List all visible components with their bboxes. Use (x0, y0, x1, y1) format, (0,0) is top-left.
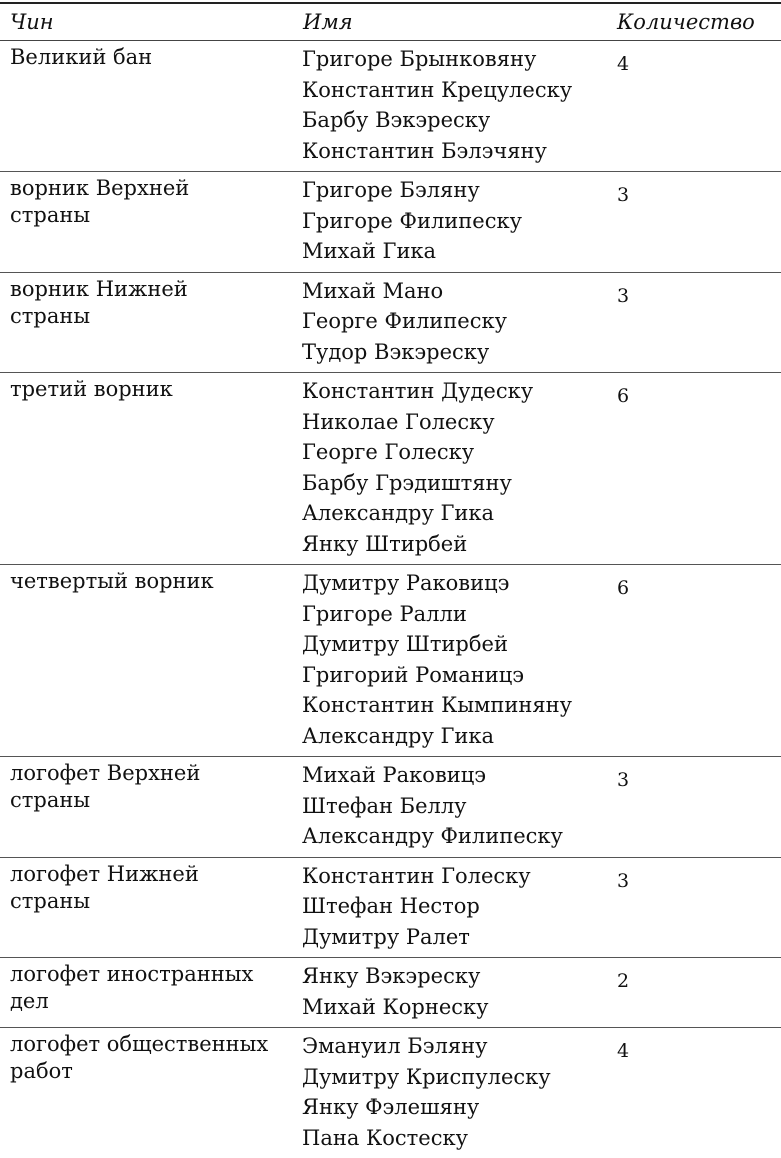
person-name: Александру Гика (302, 501, 495, 525)
person-name: Янку Штирбей (302, 531, 468, 556)
rank-cell: ворник Верхней страны (10, 176, 190, 227)
person-name: Михай Раковицэ (302, 763, 487, 787)
rank-cell: третий ворник (10, 377, 173, 401)
person-name: Янку Вэкэреску (302, 964, 481, 988)
person-name: Григоре Филипеску (302, 208, 522, 233)
person-name: Николае Голеску (302, 409, 495, 434)
person-name: Георге Филипеску (302, 309, 507, 333)
names-cell (302, 276, 781, 368)
person-name: Константин Кымпиняну (302, 693, 572, 717)
table-body (0, 41, 781, 1158)
person-name: Григоре Бэляну (302, 178, 480, 202)
count-cell: 6 (617, 385, 630, 407)
rank-cell: логофет Нижней страны (10, 861, 199, 913)
person-name: Думитру Штирбей (302, 632, 508, 656)
count-cell: 4 (617, 1040, 630, 1062)
person-name: Константин Крецулеску (302, 77, 573, 102)
person-name: Константин Бэлэчяну (302, 138, 547, 163)
names-cell (302, 961, 781, 1022)
header-count: Количество (617, 10, 755, 34)
person-name: Григоре Ралли (302, 601, 467, 626)
table-row (0, 172, 781, 273)
person-name: Эмануил Бэляну (302, 1034, 488, 1058)
rank-cell: четвертый ворник (10, 569, 214, 593)
table-row (0, 273, 781, 374)
person-name: Штефан Нестор (302, 894, 480, 918)
table-row (0, 565, 781, 757)
person-name: Константин Голеску (302, 863, 531, 888)
names-cell (302, 861, 781, 953)
person-name: Штефан Беллу (302, 793, 467, 818)
header-rank: Чин (10, 10, 54, 34)
count-cell: 6 (617, 577, 630, 599)
header-name: Имя (303, 10, 353, 34)
table-row (0, 41, 781, 172)
person-name: Думитру Раковицэ (302, 571, 510, 595)
names-cell (302, 568, 781, 751)
names-cell (302, 760, 781, 852)
names-cell (302, 376, 781, 559)
count-cell: 3 (617, 769, 630, 791)
count-cell: 2 (617, 970, 630, 992)
names-cell (302, 44, 781, 166)
person-name: Григоре Брынковяну (302, 47, 537, 71)
person-name: Михай Мано (302, 278, 444, 303)
rank-cell: ворник Нижней страны (10, 276, 188, 328)
person-name: Григорий Романицэ (302, 662, 524, 687)
person-name: Георге Голеску (302, 440, 475, 464)
table-header (0, 4, 781, 41)
table-row (0, 958, 781, 1028)
count-cell: 3 (617, 184, 630, 206)
person-name: Думитру Ралет (302, 924, 470, 949)
table-row (0, 1028, 781, 1158)
person-name: Михай Гика (302, 239, 437, 263)
names-cell (302, 1031, 781, 1153)
rank-cell: логофет иностранных дел (10, 962, 254, 1013)
rank-cell: логофет Верхней страны (10, 761, 201, 812)
count-cell: 4 (617, 53, 630, 75)
count-cell: 3 (617, 284, 630, 307)
person-name: Барбу Вэкэреску (302, 108, 491, 132)
rank-cell: Великий бан (10, 45, 153, 69)
person-name: Пана Костеску (302, 1125, 468, 1150)
person-name: Барбу Грэдиштяну (302, 470, 512, 495)
table-row (0, 373, 781, 565)
person-name: Михай Корнеску (302, 994, 489, 1019)
rank-cell: логофет общественных работ (10, 1032, 269, 1083)
count-cell: 3 (617, 869, 630, 892)
table-row (0, 757, 781, 858)
names-cell (302, 175, 781, 267)
person-name: Думитру Криспулеску (302, 1064, 551, 1089)
person-name: Константин Дудеску (302, 379, 534, 403)
person-name: Тудор Вэкэреску (302, 339, 490, 364)
table-row (0, 858, 781, 959)
person-name: Александру Гика (302, 723, 495, 748)
person-name: Янку Фэлешяну (302, 1095, 480, 1119)
person-name: Александру Филипеску (302, 824, 563, 848)
